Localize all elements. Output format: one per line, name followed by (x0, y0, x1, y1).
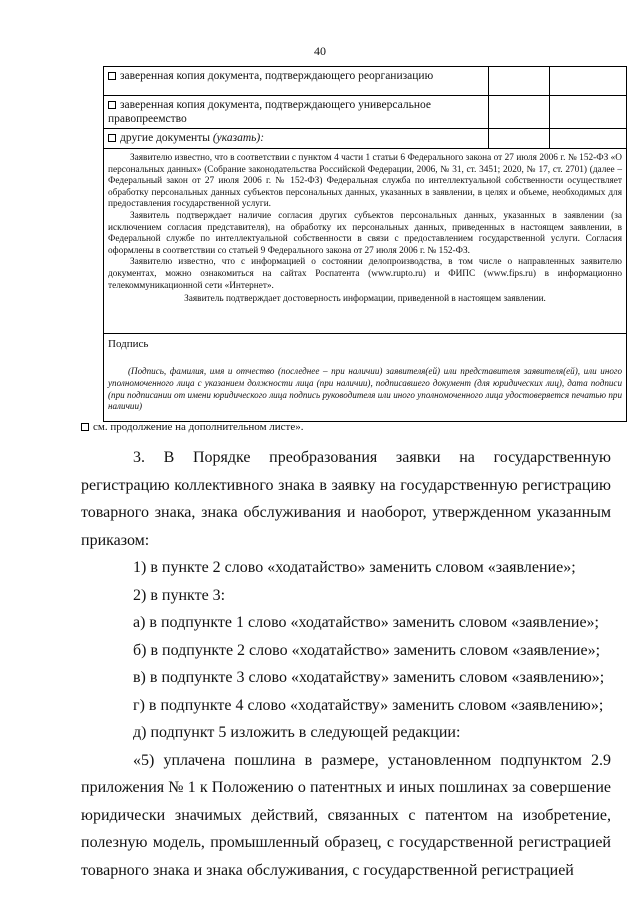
table-cell-label (104, 96, 489, 128)
table-row (104, 96, 626, 129)
table-row (104, 129, 626, 149)
body-paragraph: 2) в пункте 3: (133, 586, 226, 604)
body-paragraph: «5) уплачена пошлина в размере, установленном подпунктом 2.9 приложения № 1 к Положению о патентных и иных пошлинах за совершение юридически значимых действий, связанных с патентом на изобретение, полезную модель, промышленный образец, с государственной регистрацией товарного знака и знака обслуживания, с государственной регистрацией (81, 751, 611, 879)
signature-note: (Подпись, фамилия, имя и отчество (последнее – при наличии) заявителя(ей) или представителя заявителя(ей), или иного уполномоченного лица с указанием должности лица (при наличии), подписавшего документ (для юридических лиц), дата подписи (при подписании от имени юридического лица подпись руководителя или иного уполномоченного лица удостоверяется печатью при наличии) (108, 366, 622, 412)
body-paragraph: г) в подпункте 4 слово «ходатайству» заменить словом «заявлению»; (133, 696, 604, 714)
table-cell-empty (550, 96, 626, 128)
continuation-label: см. продолжение на дополнительном листе». (93, 421, 304, 433)
notice-paragraph: Заявитель подтверждает достоверность информации, приведенной в настоящем заявлении. (184, 294, 546, 305)
table-row (104, 67, 626, 96)
body-paragraph: д) подпункт 5 изложить в следующей редакции: (133, 724, 461, 741)
continuation-note (81, 421, 304, 433)
table-cell-empty (550, 67, 626, 95)
table-cell-empty (550, 129, 626, 148)
body-paragraph: 3. В Порядке преобразования заявки на государственную регистрацию коллективного знака в заявку на государственную регистрацию товарного знака, знака обслуживания и наоборот, утвержденном указанным приказом: (81, 449, 611, 549)
body-paragraph: 1) в пункте 2 слово «ходатайство» заменить словом «заявление»; (133, 559, 576, 576)
personal-data-notice (104, 149, 626, 334)
table-cell-empty (489, 67, 550, 95)
notice-paragraph: Заявителю известно, что с информацией о состоянии делопроизводства, в том числе о направленных заявителю документах, можно ознакомиться на сайтах Роспатента (www.rupto.ru) и ФИПС (www.fips.ru) в информационно телекоммуникационной сети «Интернет». (108, 257, 622, 291)
body-text (81, 444, 611, 884)
body-paragraph: б) в подпункте 2 слово «ходатайство» заменить словом «заявление»; (133, 641, 601, 659)
notice-paragraph: Заявитель подтверждает наличие согласия других субъектов персональных данных, указанных в заявлении (за исключением согласия представителя), на обработку их персональных данных, приведенных в настоящем заявлении, в Федеральной службе по интеллектуальной собственности в связи с предоставлением государственной услуги. Согласия оформлены в соответствии со статьей 9 Федерального закона от 27 июля 2006 г. № 152-ФЗ. (108, 210, 622, 256)
checkbox-icon[interactable] (108, 134, 116, 142)
table-cell-empty (489, 96, 550, 128)
checkbox-icon[interactable] (108, 101, 116, 109)
table-cell-label (104, 67, 489, 95)
checkbox-icon[interactable] (81, 423, 89, 431)
row-label: другие документы (120, 132, 213, 144)
row-label-hint: (указать): (212, 132, 265, 144)
page-number: 40 (314, 44, 326, 58)
body-paragraph: в) в подпункте 3 слово «ходатайству» заменить словом «заявлению»; (133, 669, 605, 686)
document-list-table (103, 66, 627, 422)
table-cell-label (104, 129, 489, 148)
signature-title: Подпись (108, 338, 149, 350)
body-paragraph: а) в подпункте 1 слово «ходатайство» заменить словом «заявление»; (133, 614, 599, 631)
notice-paragraph: Заявителю известно, что в соответствии с пунктом 4 части 1 статьи 6 Федерального закона от 27 июля 2006 г. № 152-ФЗ «О персональных данных» (Собрание законодательства Российской Федерации, 2006, № 31, ст. 3451; 2020, № 17, ст. 2701) (далее – Федеральный закон от 27 июля 2006 г. № 152-ФЗ) Федеральная служба по интеллектуальной собственности осуществляет обработку персональных данных субъектов персональных данных, указанных в заявлении, в целях и объеме, необходимых для предоставления государственной услуги. (108, 153, 622, 210)
checkbox-icon[interactable] (108, 72, 116, 80)
table-cell-empty (489, 129, 550, 148)
signature-block (104, 334, 626, 421)
row-label: заверенная копия документа, подтверждающего универсальное правопреемство (108, 99, 431, 125)
row-label: заверенная копия документа, подтверждающего реорганизацию (120, 70, 434, 82)
